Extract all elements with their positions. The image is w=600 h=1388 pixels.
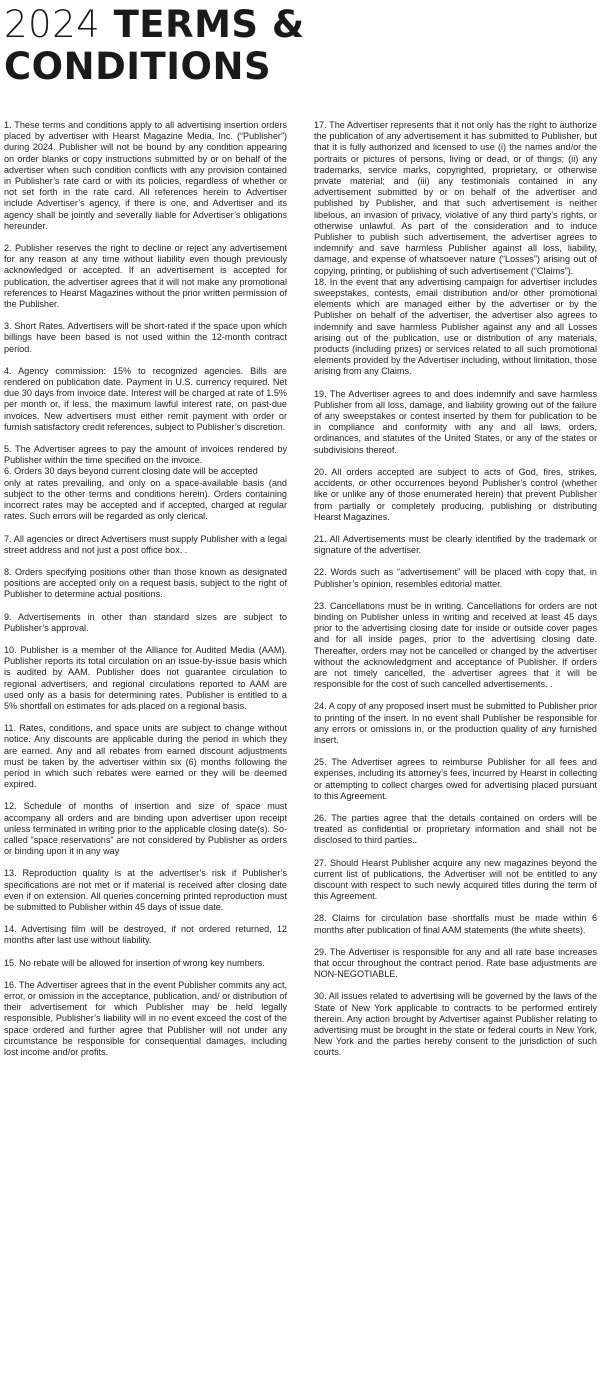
- term-25: 25. The Advertiser agrees to reimburse Publisher for all fees and expenses, including its attorney’s fees, incurred by Hearst in collecting or attempting to collect charges owed for advertising placed pursuant to this Agreement.: [314, 757, 597, 801]
- term-20: 20. All orders accepted are subject to acts of God, fires, strikes, accidents, or other occurrences beyond Publisher’s control (whether like or unlike any of those enumerated herein) that prevent Publisher from partially or completely producing, publishing or distributing Hearst Magazines.: [314, 466, 597, 522]
- term-14: 14. Advertising film will be destroyed, if not ordered returned, 12 months after last use without liability.: [4, 924, 287, 946]
- term-10: 10. Publisher is a member of the Alliance for Audited Media (AAM). Publisher reports its total circulation on an issue-by-issue basis which is audited by AAM. Publisher does not guarantee circulation to regional advertisers, and regional circulations reported to AAM are used only as a basis for determining rates. Publisher is entitled to a 5% shortfall on estimates for ads placed on a regional basis.: [4, 644, 287, 711]
- term-1: 1. These terms and conditions apply to all advertising insertion orders placed by advertiser with Hearst Magazine Media, Inc. (“Publisher”) during 2024. Publisher will not be bound by any condition appearing on order blanks or copy instructions submitted by or on behalf of the advertiser when such condition conflicts with any provision contained in Publisher’s rate card or with its policies, regardless of whether or not set forth in the rate card. All references herein to Advertiser include Advertiser’s agency, if there is one, and Advertiser and its agency shall be jointly and severally liable for Advertiser’s obligations hereunder.: [4, 120, 287, 231]
- term-16: 16. The Advertiser agrees that in the event Publisher commits any act, error, or omission in the acceptance, publication, and/ or distribution of their advertisement for which Publisher may be held legally responsible, Publisher’s liability will in no event exceed the cost of the space ordered and further agree that Publisher will not under any circumstance be responsible for consequential damages, including lost income and/or profits.: [4, 979, 287, 1058]
- term-30: 30. All issues related to advertising will be governed by the laws of the State of New York applicable to contracts to be performed entirely therein. Any action brought by Advertiser against Publisher relating to advertising must be brought in the state or federal courts in New York, New York and the parties hereby consent to the jurisdiction of such courts.: [314, 991, 597, 1058]
- title-year: 2024: [4, 3, 101, 46]
- right-column: [314, 120, 597, 1059]
- term-28: 28. Claims for circulation base shortfalls must be made within 6 months after publication of final AAM statements (the white sheets).: [314, 913, 597, 935]
- term-29: 29. The Advertiser is responsible for any and all rate base increases that occur throughout the contract period. Rate base adjustments are NON-NEGOTIABLE.: [314, 946, 597, 980]
- term-26: 26. The parties agree that the details contained on orders will be treated as confidential or proprietary information and shall not be disclosed to third parties..: [314, 812, 597, 846]
- term-9: 9. Advertisements in other than standard sizes are subject to Publisher’s approval.: [4, 611, 287, 633]
- term-3: 3. Short Rates. Advertisers will be short-rated if the space upon which billings have been based is not used within the 12-month contract period.: [4, 321, 287, 354]
- term-2: 2. Publisher reserves the right to decline or reject any advertisement for any reason at any time without liability even though previously acknowledged or accepted. If an advertisement is accepted for publication, the advertiser agrees that it will not make any promotional references to Hearst Magazines without the prior written permission of the Publisher.: [4, 243, 287, 310]
- term-12: 12. Schedule of months of insertion and size of space must accompany all orders and are binding upon advertiser upon receipt unless terminated in writing prior to the applicable closing date(s). So- called “space reservations” are not considered by Publisher as orders or binding upon it in any way: [4, 801, 287, 857]
- term-21: 21. All Advertisements must be clearly identified by the trademark or signature of the advertiser.: [314, 533, 597, 556]
- term-8: 8. Orders specifying positions other than those known as designated positions are accepted only on a request basis, subject to the right of Publisher to determine actual positions.: [4, 566, 287, 600]
- title-line-2: CONDITIONS: [4, 45, 272, 88]
- term-22: 22. Words such as “advertisement” will be placed with copy that, in Publisher’s opinion, resembles editorial matter.: [314, 567, 597, 589]
- term-17-18: 17. The Advertiser represents that it not only has the right to authorize the publication of any advertisement it has submitted to Publisher, but that it is fully authorized and licensed to use (i) the names and/or the portraits or pictures of persons, living or dead, or of things; (ii) any trademarks, service marks, copyrighted, proprietary, or otherwise private material; and (iii) any testimonials contained in any advertisement submitted by or on behalf of the advertiser and published by Publisher, and that such advertisement is neither libelous, an invasion of privacy, violative of any third party’s rights, or otherwise unlawful. As part of the consideration and to induce Publisher to publish such advertisement, the advertiser agrees to indemnify and save harmless Publisher against all loss, liability, damage, and expense of whatsoever nature (“Losses”) arising out of copying, printing, or publishing of such advertisement (“Claims”). 18. In the event that any advertising campaign for advertiser includes sweepstakes, contests, email distribution and/or other promotional elements which are managed either by the advertiser or by the Publisher on behalf of the advertiser, the advertiser also agrees to indemnify and save harmless Publisher against any and all Losses arising out of the publication, use or distribution of any materials, products (including prizes) or services related to all such promotional elements provided by the Advertiser including, without limitation, those arising from any Claims.: [314, 120, 597, 377]
- term-4: 4. Agency commission: 15% to recognized agencies. Bills are rendered on publication date. Payment in U.S. currency required. Net due 30 days from invoice date. Interest will be charged at rate of 1.5% per month or, if less, the maximum lawful interest rate, on past-due invoices. New advertisers must either remit payment with order or furnish satisfactory credit references, subject to Publisher’s discretion.: [4, 365, 287, 432]
- term-23: 23. Cancellations must be in writing. Cancellations for orders are not binding on Publisher unless in writing and received at least 45 days prior to the advertising closing date for inside or outside cover pages and for all inside pages, prior to the advertising closing date. Thereafter, orders may not be cancelled or changed by the advertiser without the acknowledgment and acceptance of Publisher. If orders are not timely cancelled, the advertiser agrees that it will be responsible for the cost of such cancelled advertisements. .: [314, 600, 597, 690]
- term-5-6: 5. The Advertiser agrees to pay the amount of invoices rendered by Publisher within the time specified on the invoice. 6. Orders 30 days beyond current closing date will be accepted only at rates prevailing, and only on a space-available basis (and subject to the other terms and conditions herein). Orders containing incorrect rates may be accepted and if accepted, charged at regular rates. Such errors will be regarded as only clerical.: [4, 444, 287, 522]
- term-13: 13. Reproduction quality is at the advertiser’s risk if Publisher’s specifications are not met or if material is received after closing date even if on extension. All queries concerning printed reproduction must be submitted to Publisher within 45 days of issue date.: [4, 868, 287, 912]
- term-7: 7. All agencies or direct Advertisers must supply Publisher with a legal street address and not just a post office box. .: [4, 533, 287, 555]
- title-line-1: TERMS &: [113, 3, 305, 46]
- term-15: 15. No rebate will be allowed for insertion of wrong key numbers.: [4, 957, 265, 968]
- term-19: 19. The Advertiser agrees to and does indemnify and save harmless Publisher from all loss, damage, and liability growing out of the failure of any sweepstakes or contest inserted by them for publication to be in compliance and conformity with any and all laws, orders, ordinances, and statutes of the United States, or any of the states or subdivisions thereof.: [314, 388, 597, 455]
- term-24: 24. A copy of any proposed insert must be submitted to Publisher prior to printing of the insert. In no event shall Publisher be responsible for any errors or omissions in, or the production quality of any furnished insert.: [314, 701, 597, 745]
- term-11: 11. Rates, conditions, and space units are subject to change without notice. Any discounts are applicable during the period in which they are earned. Any and all rebates from earned discount adjustments must be taken by the advertiser within six (6) months following the period in which such rebates were earned or they will be deemed expired.: [4, 723, 287, 790]
- term-27: 27. Should Hearst Publisher acquire any new magazines beyond the current list of publications, the Advertiser will not be entitled to any discount with respect to such newly acquired titles during the term of this Agreement.: [314, 857, 597, 902]
- left-column: [4, 120, 287, 1058]
- page-title: [4, 4, 305, 88]
